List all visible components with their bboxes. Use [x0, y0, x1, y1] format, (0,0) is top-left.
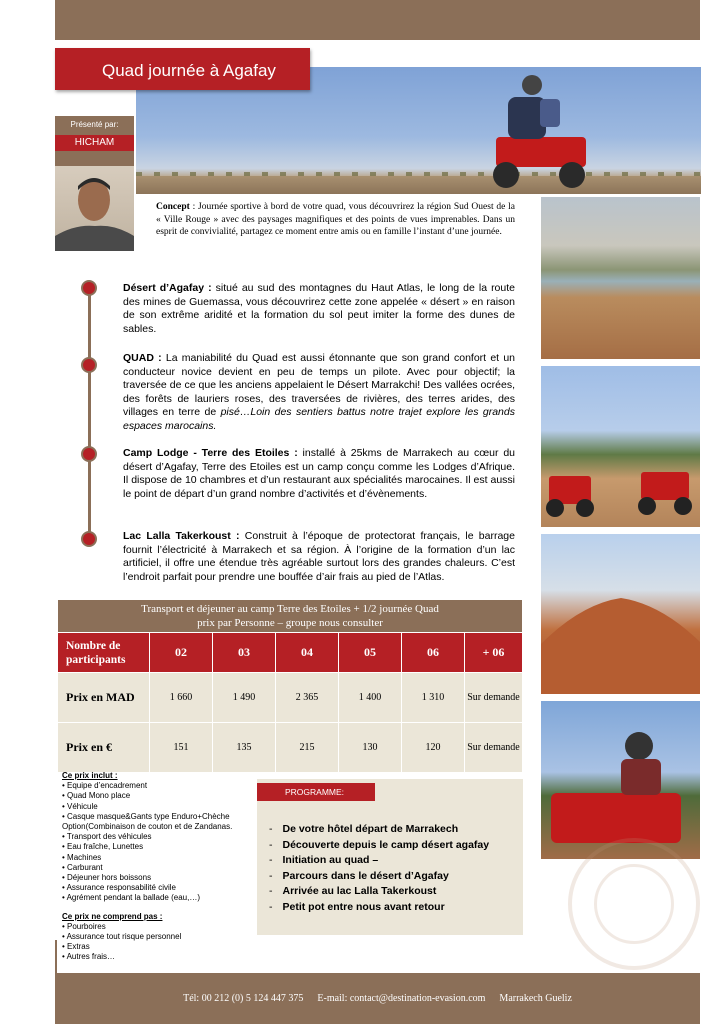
price-table — [57, 599, 523, 773]
table-cell: 135 — [212, 723, 275, 773]
list-item: • Extras — [62, 942, 90, 952]
section-desert-agafay — [123, 282, 515, 336]
caption-line-1: Transport et déjeuner au camp Terre des Etoiles + 1/2 journée Quad — [141, 603, 439, 615]
table-row — [58, 673, 523, 723]
table-cell: 215 — [275, 723, 338, 773]
table-cell: Sur demande — [465, 723, 523, 773]
list-item: • Equipe d’encadrement — [62, 781, 148, 791]
footer-email[interactable]: E-mail: contact@destination-evasion.com — [317, 993, 486, 1004]
table-row — [58, 723, 523, 773]
concept-text — [156, 201, 515, 239]
timeline-line — [88, 287, 91, 541]
programme-item: - De votre hôtel départ de Marrakech — [269, 822, 519, 838]
left-rule — [55, 940, 57, 975]
side-photo-lake — [541, 197, 700, 359]
table-cell: 1 310 — [401, 673, 464, 723]
header-col: 06 — [401, 633, 464, 673]
presenter-card — [55, 116, 134, 251]
programme-list — [269, 822, 519, 916]
header-participants: Nombre de participants — [58, 633, 150, 673]
list-item: • Déjeuner hors boissons — [62, 873, 152, 883]
section-camp-lodge — [123, 447, 515, 501]
table-cell: 120 — [401, 723, 464, 773]
timeline-dot — [81, 280, 97, 296]
price-inclusions — [62, 771, 257, 963]
list-item: • Assurance responsabilité civile — [62, 883, 176, 893]
programme-item: - Découverte depuis le camp désert agafay — [269, 838, 519, 854]
row-label: Prix en € — [58, 723, 150, 773]
timeline-dot — [81, 446, 97, 462]
list-item: • Eau fraîche, Lunettes — [62, 842, 144, 852]
presenter-portrait — [55, 166, 134, 251]
footer-phone: Tél: 00 212 (0) 5 124 447 375 — [183, 993, 304, 1004]
table-cell: 151 — [150, 723, 213, 773]
header-col: + 06 — [465, 633, 523, 673]
timeline-dot — [81, 357, 97, 373]
timeline-dot — [81, 531, 97, 547]
table-cell: 1 490 — [212, 673, 275, 723]
list-item: • Agrément pendant la ballade (eau,…) — [62, 893, 200, 903]
programme-label: PROGRAMME: — [257, 783, 375, 801]
presenter-name: HICHAM — [55, 135, 134, 151]
caption-line-2: prix par Personne – groupe nous consulter — [197, 617, 383, 629]
page-title: Quad journée à Agafay — [55, 48, 310, 90]
destination-evasion-stamp — [568, 838, 700, 970]
included-heading: Ce prix inclut : — [62, 771, 118, 780]
section-heading: QUAD : — [123, 352, 162, 364]
header-col: 05 — [338, 633, 401, 673]
side-photo-red-hill — [541, 534, 700, 694]
list-item: • Transport des véhicules — [62, 832, 152, 842]
programme-panel — [257, 779, 523, 935]
section-body: La maniabilité du Quad est aussi étonnante que son grand confort et un conducteur novice devient en peu de temps un pilote. Avec pour objectif; la traversée de ce que les anciens appelaient le Désert Marrakchi! Des vallées ocrées, des forêts de lauriers roses, des traversées de rivières, des terres arides, des villages en terre de — [123, 352, 515, 418]
programme-item: - Arrivée au lac Lalla Takerkoust — [269, 884, 519, 900]
section-heading: Désert d’Agafay : — [123, 282, 212, 294]
table-cell: Sur demande — [465, 673, 523, 723]
programme-item: - Initiation au quad – — [269, 853, 519, 869]
concept-label: Concept — [156, 202, 190, 212]
excluded-heading: Ce prix ne comprend pas : — [62, 911, 163, 921]
presenter-label: Présenté par: — [70, 120, 119, 129]
section-quad — [123, 352, 515, 433]
table-cell: 1 400 — [338, 673, 401, 723]
programme-item: - Petit pot entre nous avant retour — [269, 900, 519, 916]
top-band — [55, 0, 700, 40]
side-photo-rider-closeup — [541, 701, 700, 859]
price-table-caption — [58, 600, 523, 633]
section-lac-lalla-takerkoust — [123, 530, 515, 584]
list-item: • Quad Mono place — [62, 791, 131, 801]
table-cell: 2 365 — [275, 673, 338, 723]
programme-item: - Parcours dans le désert d’Agafay — [269, 869, 519, 885]
section-body: Construit à l’époque de protectorat français, le barrage fournit l’électricité à Marrakech et sa région. À l’origine de la formation d’un lac artificiel, il offre une étendue très agréable surtout lors des grandes chaleurs. C’est l’endroit parfait pour prendre une bouffée d’air frais au pied de l’Atlas. — [123, 530, 515, 583]
footer — [55, 973, 700, 1024]
concept-body: : Journée sportive à bord de votre quad, vous découvrirez la région Sud Ouest de la « Ville Rouge » avec des paysages magnifiques et des points de vues imprenables. Dans un esprit de convivialité, partagez ce moment entre amis ou en famille l’instant d’une journée. — [156, 202, 515, 237]
table-cell: 1 660 — [150, 673, 213, 723]
header-col: 03 — [212, 633, 275, 673]
section-body: situé au sud des montagnes du Haut Atlas, le long de la route des mines de Guemassa, vous découvrirez cette zone appelée « désert » en raison de son extrême aridité et la formation du sol peut imiter la forme des dunes de sables. — [123, 282, 515, 335]
header-col: 02 — [150, 633, 213, 673]
row-label: Prix en MAD — [58, 673, 150, 723]
footer-city: Marrakech Gueliz — [499, 993, 572, 1004]
section-heading: Lac Lalla Takerkoust : — [123, 530, 240, 542]
list-item: • Autres frais… — [62, 952, 116, 962]
list-item: • Assurance tout risque personnel — [62, 932, 182, 942]
list-item: • Véhicule — [62, 801, 98, 811]
list-item: • Casque masque&Gants type Enduro+Chèche Option(Combinaison de couton et de Zandanas. — [62, 811, 233, 832]
section-italic: pisé…Loin des sentiers battus notre trajet explore les grands espaces marocains. — [123, 406, 515, 432]
list-item: • Pourboires — [62, 921, 106, 931]
table-cell: 130 — [338, 723, 401, 773]
list-item: • Carburant — [62, 862, 103, 872]
section-heading: Camp Lodge - Terre des Etoiles : — [123, 447, 298, 459]
header-col: 04 — [275, 633, 338, 673]
list-item: • Machines — [62, 852, 102, 862]
section-body: installé à 25kms de Marrakech au cœur du désert d’Agafay, Terre des Etoiles est un camp conçu comme les Lodges d’Afrique. Il dispose de 10 chambres et d’un restaurant aux spécialités marocaines. Il est aussi le point de départ d’un grand nombre d’activités et d’évènements. — [123, 447, 515, 500]
side-photo-palm-quads — [541, 366, 700, 527]
